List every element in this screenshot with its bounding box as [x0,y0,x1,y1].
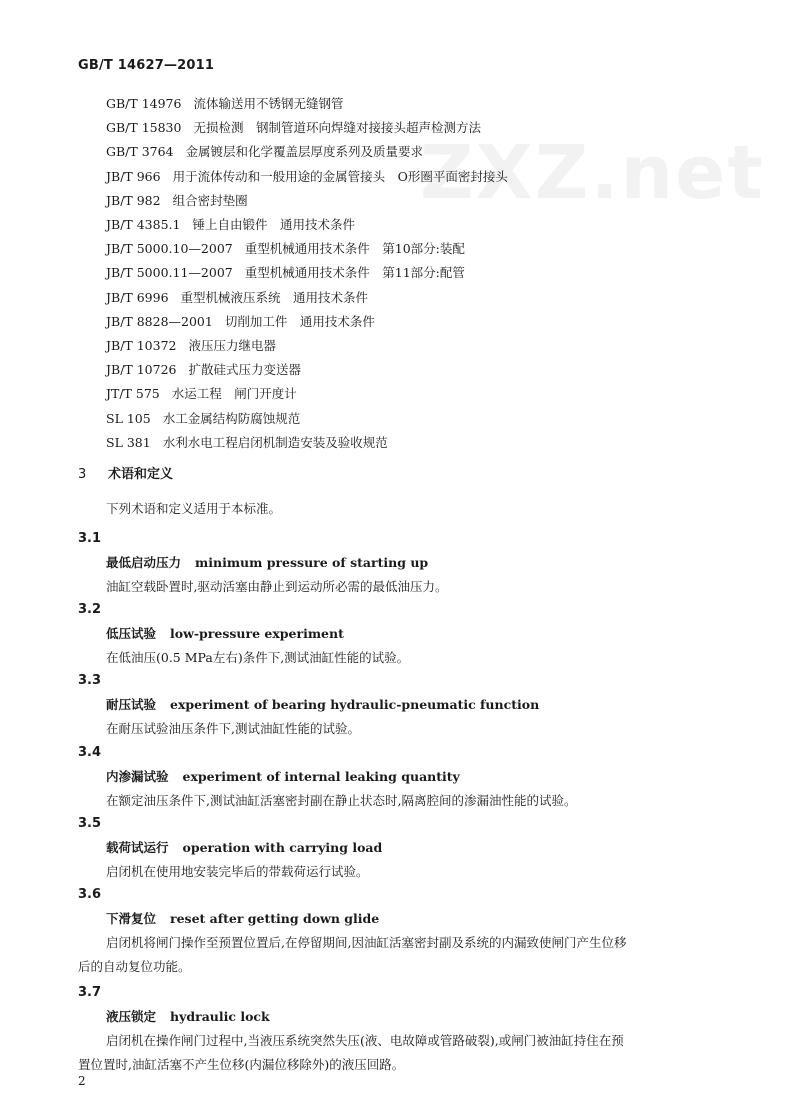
term-en: hydraulic lock [170,1009,270,1024]
reference-title: 水工金属结构防腐蚀规范 [162,410,301,426]
reference-code: GB/T 3764 [106,144,174,160]
term-definition: 油缸空载卧置时,驱动活塞由静止到运动所必需的最低油压力。 [106,579,448,594]
reference-title: 用于流体传动和一般用途的金属管接头 O形圈平面密封接头 [172,168,508,184]
term-cn: 耐压试验 [106,697,157,712]
term-en: minimum pressure of starting up [195,555,429,570]
section-title: 术语和定义 [108,467,174,482]
reference-code: JB/T 10726 [106,362,177,378]
reference-item [106,264,465,282]
reference-code: JB/T 4385.1 [106,217,181,232]
term-definition: 启闭机将闸门操作至预置位置后,在停留期间,因油缸活塞密封副及系统的内漏致使闸门产生位移 [106,935,627,950]
term-number: 3.6 [78,887,102,902]
reference-code: GB/T 15830 [106,120,182,136]
term-cn: 下滑复位 [106,911,157,926]
term-definition: 置位置时,油缸活塞不产生位移(内漏位移除外)的液压回路。 [78,1057,405,1072]
reference-item [106,337,276,355]
term-number: 3.5 [78,816,102,831]
reference-title: 组合密封垫圈 [172,192,248,208]
term-definition: 在耐压试验油压条件下,测试油缸性能的试验。 [106,721,360,736]
term-number: 3.1 [78,531,102,546]
reference-item [106,192,248,210]
term-definition: 启闭机在使用地安装完毕后的带载荷运行试验。 [106,864,369,879]
term-definition: 在额定油压条件下,测试油缸活塞密封副在静止状态时,隔离腔间的渗漏油性能的试验。 [106,793,577,808]
reference-title: 扩散硅式压力变送器 [188,362,301,378]
reference-code: GB/T 14976 [106,96,182,111]
term-heading [106,768,460,786]
term-number: 3.4 [78,745,102,760]
term-number: 3.3 [78,673,102,688]
reference-item [106,434,388,452]
reference-code: JB/T 5000.10—2007 [106,241,233,257]
reference-item [106,240,465,258]
term-heading [106,839,382,857]
term-number: 3.2 [78,602,102,617]
reference-title: 无损检测 钢制管道环向焊缝对接接头超声检测方法 [193,120,481,136]
term-definition: 在低油压(0.5 MPa左右)条件下,测试油缸性能的试验。 [106,650,410,665]
reference-title: 水利水电工程启闭机制造安装及验收规范 [162,434,388,450]
term-cn: 液压锁定 [106,1009,157,1024]
reference-title: 切削加工件 通用技术条件 [224,313,375,329]
reference-item [106,95,343,113]
reference-title: 锤上自由锻件 通用技术条件 [192,217,355,232]
term-cn: 最低启动压力 [106,555,182,570]
watermark: ZXZ.net [420,130,765,216]
reference-title: 液压压力继电器 [188,338,276,353]
term-heading [106,1008,270,1026]
reference-code: SL 381 [106,434,151,450]
term-definition: 启闭机在操作闸门过程中,当液压系统突然失压(液、电故障或管路破裂),或闸门被油缸持住在预 [106,1033,624,1048]
section-intro: 下列术语和定义适用于本标准。 [106,501,282,516]
term-en: experiment of internal leaking quantity [182,769,460,784]
term-cn: 低压试验 [106,626,157,641]
reference-item [106,361,301,379]
reference-title: 流体输送用不锈钢无缝钢管 [193,96,344,111]
term-heading [106,910,379,928]
term-cn: 载荷试运行 [106,840,169,855]
reference-item [106,313,375,331]
reference-code: JB/T 10372 [106,338,177,353]
reference-item [106,119,481,137]
reference-item [106,385,297,403]
reference-code: JT/T 575 [106,386,160,402]
reference-code: JB/T 5000.11—2007 [106,265,233,281]
term-en: operation with carrying load [182,840,383,855]
reference-title: 金属镀层和化学覆盖层厚度系列及质量要求 [185,144,424,160]
term-cn: 内渗漏试验 [106,769,169,784]
reference-item [106,410,300,428]
reference-code: JB/T 8828—2001 [106,313,213,329]
term-en: reset after getting down glide [170,911,380,926]
reference-item [106,289,368,307]
term-en: experiment of bearing hydraulic-pneumatic function [170,697,540,712]
reference-title: 重型机械通用技术条件 第10部分:装配 [244,241,465,257]
term-number: 3.7 [78,985,102,1000]
reference-title: 重型机械液压系统 通用技术条件 [180,289,369,305]
page-number: 2 [78,1074,86,1088]
reference-title: 重型机械通用技术条件 第11部分:配管 [244,265,465,281]
term-heading [106,554,428,572]
reference-item [106,143,423,161]
section-number: 3 [78,467,87,482]
reference-title: 水运工程 闸门开度计 [171,386,297,402]
reference-code: JB/T 6996 [106,289,169,305]
term-heading [106,625,344,643]
reference-code: JB/T 982 [106,192,161,208]
section-3-heading [78,466,173,484]
standard-code-header: GB/T 14627—2011 [78,58,215,73]
reference-code: JB/T 966 [106,168,161,184]
reference-code: SL 105 [106,410,151,426]
term-heading [106,696,539,714]
reference-item [106,168,508,186]
term-en: low-pressure experiment [170,626,344,641]
reference-item [106,216,355,234]
term-definition: 后的自动复位功能。 [78,959,191,974]
